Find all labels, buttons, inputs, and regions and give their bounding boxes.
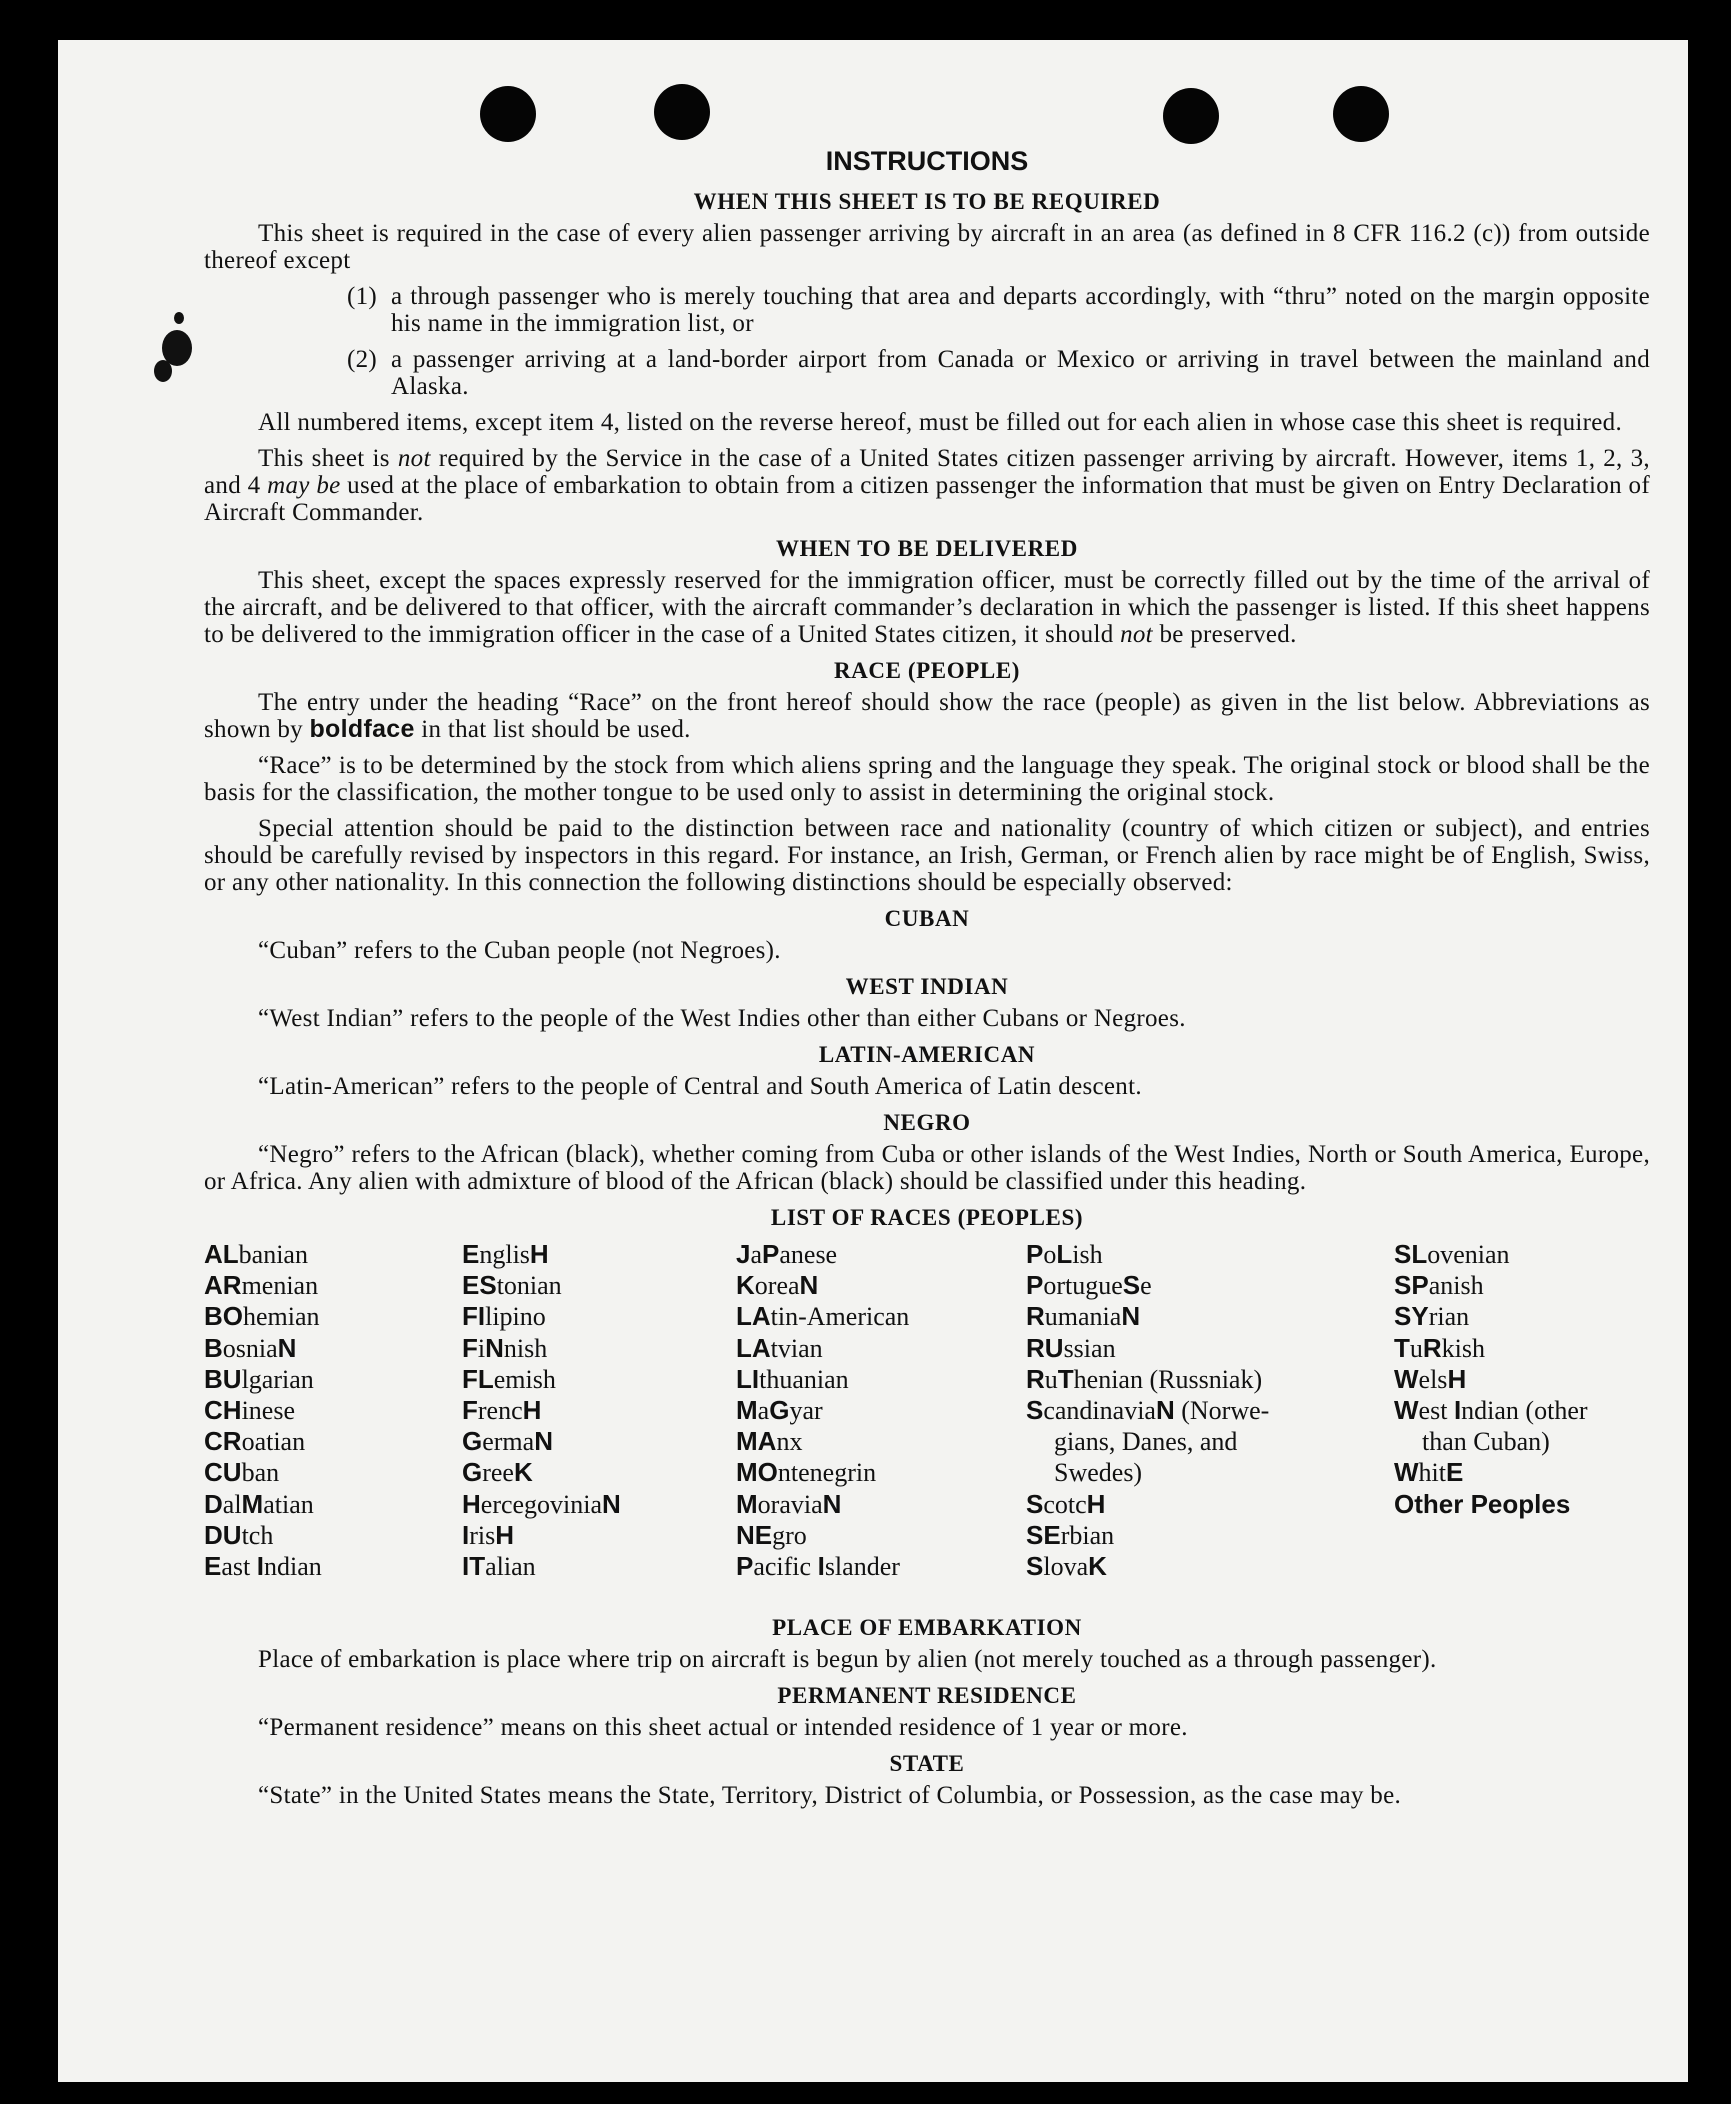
race-abbrev: K [1088, 1551, 1107, 1582]
races-column [1026, 1239, 1314, 1582]
race-abbrev: I [462, 1519, 470, 1550]
race-entry [462, 1270, 621, 1301]
race-paragraph-2: “Race” is to be determined by the stock from which aliens spring and the language they speak. The original stock or blood shall be the basis for the classification, the mother tongue to be used only to assist in determining the original stock. [204, 752, 1650, 806]
race-abbrev: CH [204, 1395, 242, 1426]
item-number: (2) [346, 346, 377, 373]
section-heading-west-indian: WEST INDIAN [845, 974, 1009, 999]
race-name-part: kish [1441, 1333, 1486, 1363]
punch-hole [480, 86, 536, 142]
race-abbrev: DU [204, 1519, 242, 1550]
instructions-content [204, 146, 1650, 1818]
race-entry [736, 1426, 909, 1457]
race-abbrev: B [204, 1332, 223, 1363]
exception-item [204, 283, 1650, 337]
race-name-part: orea [754, 1271, 800, 1301]
race-name-part: ndian [263, 1552, 322, 1582]
race-abbrev: D [204, 1488, 223, 1519]
race-name-part: lipino [485, 1302, 546, 1332]
race-name-part: than Cuban) [1422, 1427, 1550, 1457]
race-name-part: rian [1428, 1302, 1470, 1332]
race-name-part: ovenian [1427, 1240, 1510, 1269]
race-abbrev: N [534, 1426, 553, 1457]
race-entry [204, 1551, 322, 1582]
race-abbrev: F [462, 1395, 478, 1426]
race-name-part: ortugue [1043, 1271, 1123, 1301]
race-abbrev: E [462, 1239, 480, 1269]
race-name-part: oravia [757, 1489, 823, 1519]
document-sheet [58, 40, 1688, 2082]
race-name-part: banian [238, 1240, 308, 1269]
race-name-part: lova [1043, 1552, 1089, 1582]
race-entry [462, 1364, 621, 1395]
residence-text: “Permanent residence” means on this sheet actual or intended residence of 1 year or more. [258, 1714, 1188, 1741]
race-abbrev: SY [1394, 1301, 1429, 1332]
punch-hole [1163, 88, 1219, 144]
race-abbrev: N [799, 1270, 819, 1301]
race-abbrev: SL [1394, 1239, 1428, 1269]
race-name-part: ree [482, 1458, 514, 1488]
section-heading-race: RACE (PEOPLE) [833, 658, 1021, 683]
race-entry [1394, 1364, 1650, 1395]
race-entry [462, 1239, 621, 1270]
race-abbrev: CU [204, 1457, 242, 1488]
race-name-part: nish [503, 1333, 548, 1363]
race-abbrev: H [522, 1395, 542, 1426]
race-name-part: a [757, 1396, 770, 1426]
race-name-part: umania [1044, 1302, 1122, 1332]
required-intro: This sheet is required in the case of every alien passenger arriving by aircraft in an area (as defined in 8 CFR 116.2 (c)) from outside thereof except [204, 220, 1650, 274]
race-entry [1026, 1551, 1314, 1582]
race-abbrev: AR [204, 1270, 242, 1301]
race-entry [462, 1457, 621, 1488]
race-name-part: thuanian [759, 1364, 849, 1394]
race-abbrev: N [485, 1332, 504, 1363]
race-abbrev: T [1394, 1332, 1410, 1363]
race-entry [736, 1520, 909, 1551]
race-entry [1394, 1239, 1650, 1270]
race-name-part: Swedes) [1054, 1458, 1143, 1488]
race-abbrev: P [736, 1551, 754, 1582]
race-entry [1026, 1301, 1314, 1332]
race-abbrev: W [1394, 1457, 1419, 1488]
race-abbrev: H [495, 1519, 515, 1550]
race-name-part: nglis [479, 1240, 530, 1269]
delivered-text: This sheet, except the spaces expressly reserved for the immigration officer, must be correctly filled out by the time of the arrival of the aircraft, and be delivered to that officer, with the aircraft commander’s declaration in which the passenger is listed. If this sheet happens to be delivered to the immigration officer in the case of a United States citizen, it should not be preserved. [204, 567, 1650, 648]
state-text: “State” in the United States means the State, Territory, District of Columbia, or Possession, as the case may be. [258, 1782, 1402, 1809]
race-name-part: oatian [241, 1427, 306, 1457]
race-abbrev: M [241, 1488, 264, 1519]
race-name-part: ris [469, 1520, 496, 1550]
race-name-part: ssian [1063, 1333, 1116, 1363]
section-heading-residence: PERMANENT RESIDENCE [777, 1683, 1077, 1708]
race-entry [1026, 1489, 1314, 1520]
race-abbrev: S [1026, 1488, 1044, 1519]
item-text: a passenger arriving at a land-border airport from Canada or Mexico or arriving in travel between the mainland and Alaska. [391, 346, 1650, 400]
race-name-part: anish [1428, 1271, 1484, 1301]
race-entry [1026, 1426, 1314, 1457]
race-name-part: atian [263, 1489, 314, 1519]
race-name-part: acific [753, 1552, 818, 1582]
section-heading-races-list: LIST OF RACES (PEOPLES) [770, 1205, 1084, 1230]
race-name-part: tin-American [770, 1302, 910, 1332]
race-name-part: tch [241, 1520, 274, 1550]
race-abbrev: R [1422, 1332, 1442, 1363]
race-name-part: tvian [770, 1333, 823, 1363]
races-list [204, 1239, 1650, 1605]
ink-blot [174, 312, 184, 324]
race-abbrev: N [277, 1332, 297, 1363]
race-abbrev: NE [736, 1519, 773, 1550]
section-heading-cuban: CUBAN [884, 906, 970, 931]
race-abbrev: S [1026, 1551, 1044, 1582]
race-abbrev: N [822, 1488, 842, 1519]
race-entry [204, 1489, 322, 1520]
race-name-part: inese [241, 1396, 295, 1426]
race-entry [736, 1239, 909, 1270]
race-name-part: est [1418, 1396, 1454, 1426]
race-name-part: candinavia [1043, 1396, 1156, 1426]
race-name-part: u [1044, 1364, 1058, 1394]
race-abbrev: LA [736, 1301, 771, 1332]
race-entry [204, 1520, 322, 1551]
race-entry [736, 1270, 909, 1301]
race-name-part: alian [485, 1552, 536, 1582]
race-abbrev: P [1026, 1239, 1044, 1269]
race-abbrev: I [817, 1551, 825, 1582]
race-name-part: o [1043, 1240, 1057, 1269]
race-abbrev: M [736, 1395, 758, 1426]
race-abbrev: IT [462, 1551, 486, 1582]
race-entry [1026, 1395, 1314, 1426]
section-heading-latin-american: LATIN-AMERICAN [818, 1042, 1036, 1067]
race-abbrev: H [462, 1488, 481, 1519]
race-paragraph-1: The entry under the heading “Race” on the front hereof should show the race (people) as given in the list below. Abbreviations as shown by boldface in that list should be used. [204, 689, 1650, 743]
race-abbrev: G [769, 1395, 790, 1426]
section-heading-delivered: WHEN TO BE DELIVERED [776, 536, 1078, 561]
section-heading-state: STATE [889, 1751, 965, 1776]
race-abbrev: ES [462, 1270, 497, 1301]
race-abbrev: K [736, 1270, 755, 1301]
punch-hole [654, 84, 710, 140]
race-abbrev: I [256, 1551, 264, 1582]
race-abbrev: BU [204, 1363, 242, 1394]
race-abbrev: H [1086, 1488, 1106, 1519]
race-abbrev: H [529, 1239, 549, 1269]
race-abbrev: H [1447, 1363, 1467, 1394]
race-entry [736, 1457, 909, 1488]
race-abbrev: SE [1026, 1519, 1061, 1550]
race-entry [462, 1426, 621, 1457]
race-abbrev: K [513, 1457, 533, 1488]
race-abbrev: N [602, 1488, 621, 1519]
race-abbrev: P [1026, 1270, 1044, 1301]
race-name-part: renc [477, 1396, 523, 1426]
section-heading-required: WHEN THIS SHEET IS TO BE REQUIRED [693, 189, 1161, 214]
race-entry [736, 1551, 909, 1582]
race-entry [462, 1333, 621, 1364]
race-abbrev: S [1122, 1270, 1141, 1301]
race-abbrev: FL [462, 1363, 494, 1394]
race-paragraph-3: Special attention should be paid to the distinction between race and nationality (country of which citizen or subject), and entries should be carefully revised by inspectors in this regard. For instance, an Irish, German, or French alien by race might be of English, Swiss, or any other nationality. In this connection the following distinctions should be especially observed: [204, 815, 1650, 896]
exception-item [204, 346, 1650, 400]
race-name-part: lgarian [241, 1364, 314, 1394]
embarkation-text: Place of embarkation is place where trip on aircraft is begun by alien (not merely touched as a through passenger). [258, 1646, 1437, 1673]
race-abbrev: R [1026, 1363, 1045, 1394]
race-name-part: nx [776, 1427, 803, 1457]
race-name-part: rbian [1060, 1520, 1115, 1550]
race-abbrev: MO [736, 1457, 778, 1488]
race-name-part: i [477, 1333, 486, 1363]
numbered-items-note: All numbered items, except item 4, listed on the reverse hereof, must be filled out for each alien in whose case this sheet is required. [258, 409, 1622, 436]
race-name-part: anese [779, 1240, 838, 1269]
race-name-part: (Norwe- [1174, 1396, 1270, 1426]
race-abbrev: P [762, 1239, 780, 1269]
race-entry [1026, 1364, 1314, 1395]
race-abbrev: L [1056, 1239, 1073, 1269]
race-name-part: gians, Danes, and [1054, 1427, 1238, 1457]
races-column [462, 1239, 621, 1582]
race-entry [1394, 1426, 1650, 1457]
west-indian-text: “West Indian” refers to the people of the West Indies other than either Cubans or Negroes. [258, 1005, 1186, 1032]
race-entry [1026, 1457, 1314, 1488]
race-entry [462, 1301, 621, 1332]
race-entry [1026, 1270, 1314, 1301]
race-entry [204, 1239, 322, 1270]
race-entry [1026, 1333, 1314, 1364]
race-entry [1394, 1489, 1650, 1520]
item-number: (1) [346, 283, 377, 310]
race-abbrev: LA [736, 1332, 771, 1363]
race-name-part: ntenegrin [777, 1458, 877, 1488]
citizen-note: This sheet is not required by the Service in the case of a United States citizen passenger arriving by aircraft. However, items 1, 2, 3, and 4 may be used at the place of embarkation to obtain from a citizen passenger the information that must be given on Entry Declaration of Aircraft Commander. [204, 445, 1650, 526]
race-abbrev: R [1026, 1301, 1045, 1332]
race-entry [204, 1395, 322, 1426]
punch-hole [1333, 86, 1389, 142]
race-name-part: ndian (other [1461, 1396, 1588, 1426]
races-column [736, 1239, 909, 1582]
race-abbrev: E [204, 1551, 222, 1582]
race-entry [204, 1333, 322, 1364]
race-abbrev: W [1394, 1395, 1419, 1426]
race-abbrev: LI [736, 1363, 760, 1394]
race-entry [1394, 1270, 1650, 1301]
race-name-part: cotc [1043, 1489, 1087, 1519]
race-name-part: erma [482, 1427, 535, 1457]
race-entry [204, 1301, 322, 1332]
race-abbrev: G [462, 1426, 483, 1457]
race-abbrev: Other Peoples [1394, 1488, 1571, 1519]
race-entry [736, 1364, 909, 1395]
race-entry [1026, 1520, 1314, 1551]
race-abbrev: F [462, 1332, 478, 1363]
race-entry [1394, 1395, 1650, 1426]
race-entry [204, 1426, 322, 1457]
race-name-part: e [1140, 1271, 1152, 1301]
race-abbrev: T [1057, 1363, 1074, 1394]
race-name-part: hit [1418, 1458, 1446, 1488]
race-entry [736, 1395, 909, 1426]
race-abbrev: J [736, 1239, 751, 1269]
race-entry [1394, 1301, 1650, 1332]
race-name-part: hemian [243, 1302, 320, 1332]
page-title: INSTRUCTIONS [825, 146, 1029, 176]
race-entry [462, 1551, 621, 1582]
race-name-part: emish [493, 1364, 556, 1394]
race-abbrev: I [1453, 1395, 1462, 1426]
race-entry [462, 1520, 621, 1551]
race-name-part: ish [1072, 1240, 1103, 1269]
race-entry [736, 1489, 909, 1520]
latin-american-text: “Latin-American” refers to the people of Central and South America of Latin descent. [258, 1073, 1142, 1100]
race-entry [1026, 1239, 1314, 1270]
race-abbrev: SP [1394, 1270, 1429, 1301]
race-name-part: osnia [222, 1333, 278, 1363]
race-abbrev: S [1026, 1395, 1044, 1426]
race-name-part: tonian [496, 1271, 562, 1301]
race-name-part: ast [221, 1552, 257, 1582]
section-heading-embarkation: PLACE OF EMBARKATION [772, 1615, 1082, 1640]
race-entry [1394, 1333, 1650, 1364]
race-abbrev: G [462, 1457, 483, 1488]
cuban-text: “Cuban” refers to the Cuban people (not Negroes). [258, 937, 781, 964]
race-name-part: els [1418, 1364, 1448, 1394]
race-entry [1394, 1457, 1650, 1488]
section-heading-negro: NEGRO [883, 1110, 971, 1135]
race-name-part: slander [824, 1552, 900, 1582]
race-abbrev: MA [736, 1426, 777, 1457]
races-column [204, 1239, 322, 1582]
race-name-part: ban [241, 1458, 280, 1488]
item-text: a through passenger who is merely touching that area and departs accordingly, with “thru” noted on the margin opposite his name in the immigration list, or [391, 283, 1650, 337]
race-abbrev: CR [204, 1426, 242, 1457]
race-name-part: a [750, 1240, 763, 1269]
race-entry [204, 1270, 322, 1301]
race-entry [204, 1457, 322, 1488]
race-name-part: henian (Russniak) [1073, 1364, 1263, 1394]
race-name-part: u [1409, 1333, 1423, 1363]
race-abbrev: N [1121, 1301, 1141, 1332]
race-abbrev: RU [1026, 1332, 1064, 1363]
race-entry [736, 1301, 909, 1332]
race-abbrev: N [1155, 1395, 1175, 1426]
race-name-part: menian [241, 1271, 319, 1301]
races-column [1394, 1239, 1650, 1520]
race-abbrev: AL [204, 1239, 239, 1269]
race-name-part: yar [789, 1396, 823, 1426]
race-abbrev: W [1394, 1363, 1419, 1394]
negro-text: “Negro” refers to the African (black), whether coming from Cuba or other islands of the West Indies, North or South America, Europe, or Africa. Any alien with admixture of blood of the African (black) should be classified under this heading. [204, 1141, 1650, 1195]
race-name-part: ercegovinia [480, 1489, 603, 1519]
race-name-part: al [222, 1489, 242, 1519]
race-entry [204, 1364, 322, 1395]
race-abbrev: M [736, 1488, 758, 1519]
race-entry [736, 1333, 909, 1364]
race-abbrev: E [1446, 1457, 1464, 1488]
race-abbrev: FI [462, 1301, 486, 1332]
race-name-part: gro [772, 1520, 807, 1550]
race-entry [462, 1489, 621, 1520]
race-abbrev: BO [204, 1301, 243, 1332]
race-entry [462, 1395, 621, 1426]
ink-blot [154, 360, 172, 382]
